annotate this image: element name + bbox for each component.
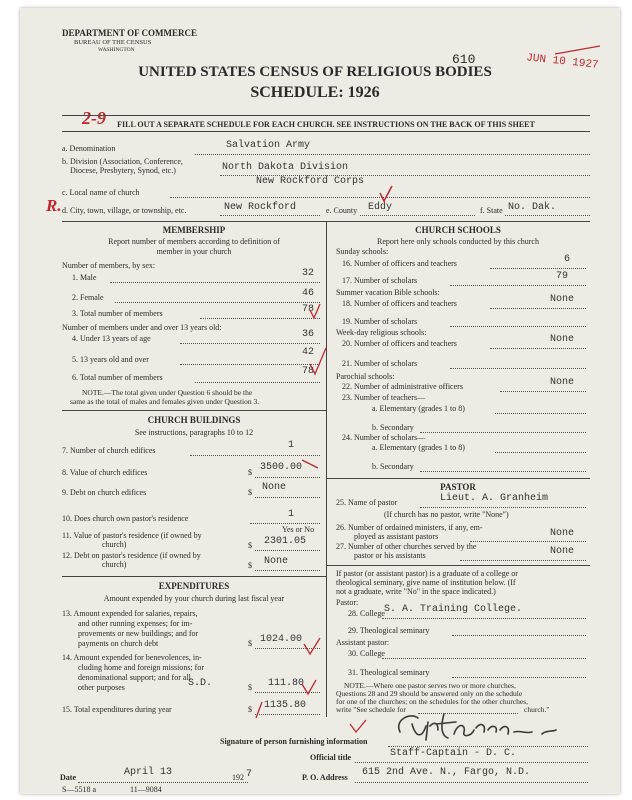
q22-label: 22. Number of administrative officers — [342, 382, 463, 391]
q12-value: None — [264, 556, 289, 567]
q25-value: Lieut. A. Granheim — [440, 493, 549, 504]
q13-dollar: $ — [248, 639, 252, 648]
parochial-label: Parochial schools: — [336, 372, 395, 381]
membership-title: MEMBERSHIP — [162, 225, 226, 235]
city-label: d. City, town, village, or township, etc. — [62, 206, 187, 215]
q1-value: 32 — [302, 268, 315, 279]
q12-label-2: church) — [102, 560, 127, 569]
q10-label: 10. Does church own pastor's residence — [62, 514, 189, 523]
pastor-note-4: write "See schedule for — [336, 705, 406, 714]
q14-label-4: other purposes — [78, 683, 125, 692]
date-label: Date — [60, 773, 76, 782]
pastor-title: PASTOR — [440, 482, 476, 492]
expenditures-title: EXPENDITURES — [158, 581, 230, 591]
q10-value: 1 — [288, 509, 295, 520]
schools-title: CHURCH SCHOOLS — [415, 225, 501, 235]
q27-label: 27. Number of other churches served by the — [336, 542, 477, 551]
graduate-note: If pastor (or assistant pastor) is a graduate of a college or — [336, 569, 518, 578]
county-label: e. County — [326, 206, 358, 215]
q23b-label: b. Secondary — [372, 423, 414, 432]
q7-value: 1 — [288, 440, 295, 451]
q26-label: 26. Number of ordained ministers, if any, em- — [336, 523, 483, 532]
q15-dollar: $ — [248, 705, 252, 714]
q23-label: 23. Number of teachers— — [342, 393, 426, 402]
q14-value: 111.80 — [268, 678, 305, 689]
q12-label: 12. Debt on pastor's residence (if owned by — [62, 551, 201, 560]
check-mark — [310, 348, 326, 374]
q3-label: 3. Total number of members — [72, 309, 163, 318]
q13-value: 1024.00 — [260, 634, 303, 645]
q25-hint: (If church has no pastor, write "None") — [384, 510, 509, 519]
q13-label-3: provements or new buildings; and for — [78, 629, 199, 638]
official-title-label: Official title — [310, 753, 352, 762]
q22-value: None — [550, 377, 575, 388]
local-name-value: New Rockford Corps — [256, 176, 365, 187]
membership-sub-2: member in your church — [156, 247, 232, 256]
instructions-line: FILL OUT A SEPARATE SCHEDULE FOR EACH CHURCH. SEE INSTRUCTIONS ON THE BACK OF THIS SHEET — [117, 120, 535, 129]
division-label: b. Division (Association, Conference, — [62, 157, 183, 166]
local-name-label: c. Local name of church — [62, 188, 140, 197]
q13-label-2: and other running expenses; for im- — [78, 619, 193, 628]
q21-label: 21. Number of scholars — [342, 359, 418, 368]
q19-label: 19. Number of scholars — [342, 317, 418, 326]
pastor-sublabel: Pastor: — [336, 598, 359, 607]
division-label-2: Diocese, Presbytery, Synod, etc.) — [70, 166, 176, 175]
q24a-label: a. Elementary (grades 1 to 8) — [372, 443, 465, 452]
check-mark — [304, 638, 320, 654]
q13-label-4: payments on church debt — [78, 639, 159, 648]
pastor-note: NOTE.—Where one pastor serves two or more churches, — [344, 681, 516, 690]
q3-value: 78 — [302, 304, 315, 315]
stamp-slash — [555, 46, 600, 54]
q18-label: 18. Number of officers and teachers — [342, 299, 457, 308]
form-title: UNITED STATES CENSUS OF RELIGIOUS BODIES — [138, 64, 492, 80]
q29-label: 29. Theological seminary — [348, 626, 430, 635]
q15-value: 1135.80 — [264, 700, 307, 711]
q14-dollar: $ — [248, 683, 252, 692]
denomination-label: a. Denomination — [62, 144, 116, 153]
q27-value: None — [550, 546, 575, 557]
q26-label-2: ployed as assistant pastors — [354, 532, 439, 541]
bureau-name: BUREAU OF THE CENSUS — [74, 39, 152, 46]
q24-label: 24. Number of scholars— — [342, 433, 426, 442]
graduate-note-2: theological seminary, give name of institution below. (If — [336, 578, 516, 587]
date-value: April 13 — [124, 767, 173, 778]
q26-value: None — [550, 528, 575, 539]
q18-value: None — [550, 294, 575, 305]
year-prefix: 192 — [232, 773, 244, 782]
membership-sub: Report number of members according to definition of — [108, 237, 280, 246]
schedule-title: SCHEDULE: 1926 — [250, 84, 380, 101]
by-sex-label: Number of members, by sex: — [62, 261, 156, 270]
q8-label: 8. Value of church edifices — [62, 468, 148, 477]
q11-dollar: $ — [248, 541, 252, 550]
pastor-note-2: Questions 28 and 29 should be answered only on the schedule — [336, 689, 523, 698]
pastor-note-3: for one of the churches; on the schedules for the other churches, — [336, 697, 529, 706]
county-value: Eddy — [368, 202, 393, 213]
expenditures-sub: Amount expended by your church during last fiscal year — [103, 594, 285, 603]
buildings-title: CHURCH BUILDINGS — [147, 415, 241, 425]
division-value: North Dakota Division — [222, 162, 349, 173]
q23a-label: a. Elementary (grades 1 to 8) — [372, 404, 465, 413]
official-title-value: Staff-Captain - D. C. — [390, 748, 517, 759]
handwritten-r: R. — [46, 196, 62, 215]
q4-label: 4. Under 13 years of age — [72, 334, 151, 343]
q11-label-2: church) — [102, 540, 127, 549]
state-value: No. Dak. — [508, 202, 557, 213]
q14-note: S.D. — [188, 678, 213, 689]
q31-label: 31. Theological seminary — [348, 668, 430, 677]
buildings-sub: See instructions, paragraphs 10 to 12 — [134, 428, 254, 437]
membership-note-2: same as the total of males and females given under Question 3. — [70, 397, 260, 406]
q11-value: 2301.05 — [264, 536, 307, 547]
q9-dollar: $ — [248, 488, 252, 497]
q9-label: 9. Debt on church edifices — [62, 488, 147, 497]
q15-label: 15. Total expenditures during year — [62, 705, 172, 714]
q6-value: 78 — [302, 366, 315, 377]
q24b-label: b. Secondary — [372, 462, 414, 471]
address-value: 615 2nd Ave. N., Fargo, N.D. — [362, 767, 531, 778]
received-date-stamp: JUN 10 1927 — [525, 52, 600, 72]
graduate-note-3: not a graduate, write "No" in the space indicated.) — [336, 587, 496, 596]
q8-value: 3500.00 — [260, 462, 303, 473]
city-name: WASHINGTON — [98, 47, 135, 53]
pastor-note-5: church." — [524, 705, 550, 714]
q14-label-2: cluding home and foreign missions; for — [78, 663, 204, 672]
q7-label: 7. Number of church edifices — [62, 446, 156, 455]
q17-label: 17. Number of scholars — [342, 276, 418, 285]
q20-label: 20. Number of officers and teachers — [342, 339, 457, 348]
denomination-value: Salvation Army — [226, 140, 311, 151]
print-number: 11—9084 — [130, 785, 162, 794]
q5-label: 5. 13 years old and over — [72, 355, 149, 364]
handwritten-mark: 2-9 — [82, 108, 106, 128]
q14-label: 14. Amount expended for benevolences, in- — [62, 653, 202, 662]
q13-label: 13. Amount expended for salaries, repairs, — [62, 609, 198, 618]
check-mark — [302, 460, 318, 468]
q9-value: None — [262, 482, 287, 493]
q8-dollar: $ — [248, 468, 252, 477]
city-value: New Rockford — [224, 202, 297, 213]
q6-label: 6. Total number of members — [72, 373, 163, 382]
q28-label: 28. College — [348, 609, 385, 618]
age-header: Number of members under and over 13 years old: — [62, 323, 222, 332]
weekday-label: Week-day religious schools: — [336, 328, 427, 337]
check-mark — [310, 304, 320, 318]
q4-value: 36 — [302, 329, 315, 340]
q25-label: 25. Name of pastor — [336, 498, 398, 507]
q30-label: 30. College — [348, 649, 385, 658]
dept-name: DEPARTMENT OF COMMERCE — [62, 28, 198, 38]
sunday-label: Sunday schools: — [336, 247, 389, 256]
year-value: 7 — [246, 769, 253, 780]
check-mark — [380, 186, 392, 201]
summer-label: Summer vacation Bible schools: — [336, 288, 440, 297]
q2-value: 46 — [302, 288, 315, 299]
address-label: P. O. Address — [302, 773, 348, 782]
schools-sub: Report here only schools conducted by this church — [377, 237, 539, 246]
check-mark — [256, 702, 262, 718]
check-mark — [350, 720, 366, 732]
assistant-sublabel: Assistant pastor: — [336, 638, 390, 647]
q20-value: None — [550, 334, 575, 345]
q12-dollar: $ — [248, 561, 252, 570]
state-label: f. State — [480, 206, 503, 215]
census-form — [20, 8, 620, 794]
form-number: S—5518 a — [62, 785, 96, 794]
q5-value: 42 — [302, 347, 315, 358]
red-check-marks — [20, 8, 620, 794]
q27-label-2: pastor or his assistants — [354, 551, 426, 560]
q16-label: 16. Number of officers and teachers — [342, 259, 457, 268]
q28-value: S. A. Training College. — [384, 604, 523, 615]
q14-label-3: denominational support; and for all — [78, 673, 191, 682]
q11-label: 11. Value of pastor's residence (if owned by — [62, 531, 202, 540]
q1-label: 1. Male — [72, 273, 97, 282]
q16-value: 6 — [564, 254, 571, 265]
membership-note: NOTE.—The total given under Question 6 should be the — [82, 388, 253, 397]
yes-no-hint: Yes or No — [282, 525, 315, 534]
q2-label: 2. Female — [72, 293, 104, 302]
signature-label: Signature of person furnishing information — [220, 737, 368, 746]
q17-value: 79 — [556, 271, 569, 282]
check-mark — [302, 680, 316, 694]
stamp-number: 610 — [452, 52, 476, 67]
